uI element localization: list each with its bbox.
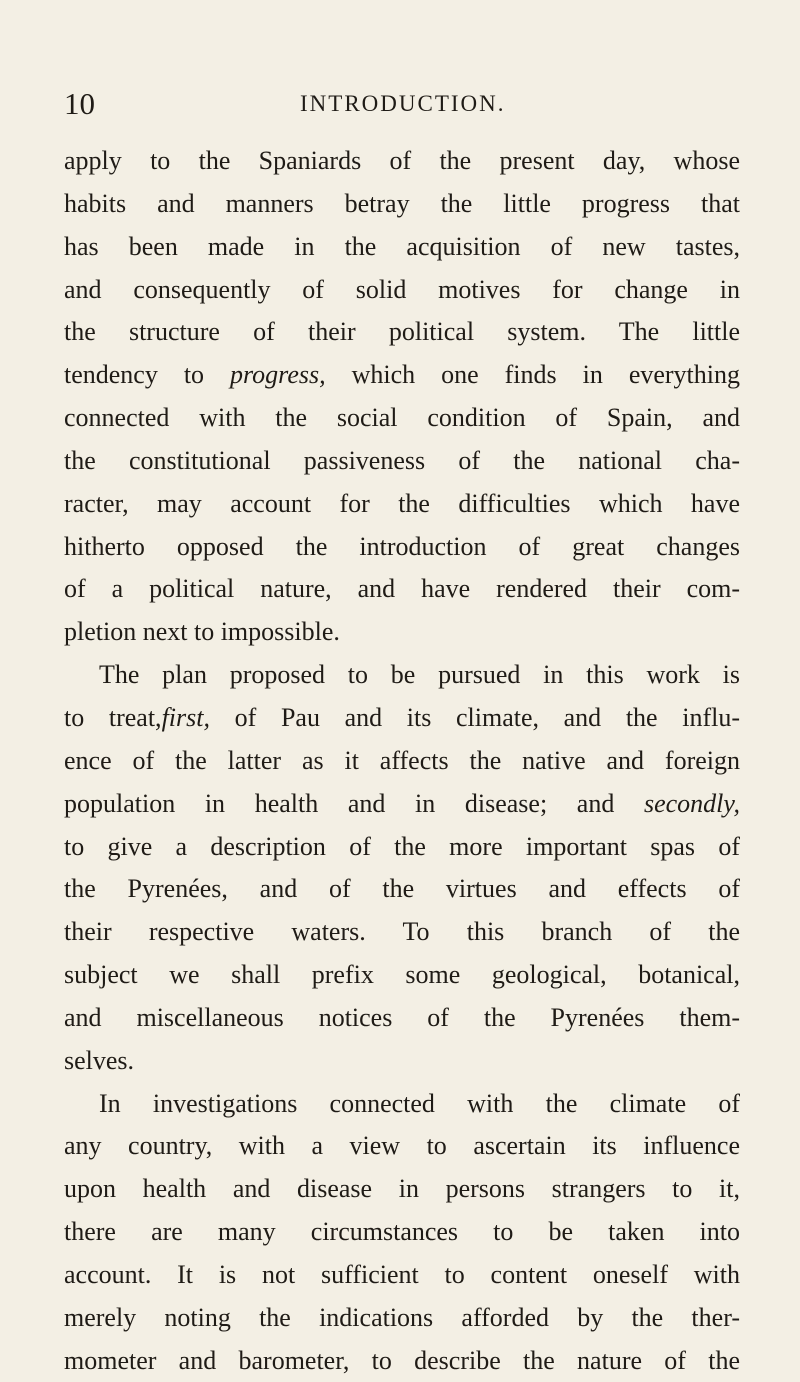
text-segment: to treat, xyxy=(64,702,162,732)
text-line: upon health and disease in persons strangers to it, xyxy=(64,1174,740,1204)
text-line: racter, may account for the difficulties which have xyxy=(64,488,740,518)
running-head: INTRODUCTION. xyxy=(300,91,506,116)
text-segment: population in health and in disease; and xyxy=(64,788,615,818)
text-line: In investigations connected with the climate of xyxy=(99,1088,740,1118)
text-line: any country, with a view to ascertain its influence xyxy=(64,1131,740,1161)
text-line: their respective waters. To this branch of the xyxy=(64,917,740,947)
text-line: connected with the social condition of Spain, and xyxy=(64,403,740,433)
text-line xyxy=(64,697,740,740)
emphasis-first: first, xyxy=(161,702,210,732)
emphasis-secondly: secondly, xyxy=(643,788,740,818)
text-line: merely noting the indications afforded by the ther- xyxy=(64,1302,740,1332)
text-line: the Pyrenées, and of the virtues and effects of xyxy=(64,874,740,904)
text-segment: of Pau and its climate, and the influ- xyxy=(234,702,740,732)
text-line xyxy=(64,354,740,397)
text-line: account. It is not sufficient to content oneself with xyxy=(64,1259,740,1289)
text-segment: which one finds in everything xyxy=(351,360,740,390)
text-line: ence of the latter as it affects the native and foreign xyxy=(64,745,740,775)
text-line: pletion next to impossible. xyxy=(64,617,340,647)
page-header xyxy=(0,84,800,124)
text-line: of a political nature, and have rendered their com- xyxy=(64,574,740,604)
text-line xyxy=(64,783,740,826)
text-line: selves. xyxy=(64,1045,135,1075)
text-line: apply to the Spaniards of the present day, whose xyxy=(64,146,740,175)
text-line: there are many circumstances to be taken into xyxy=(64,1217,740,1247)
text-line: to give a description of the more important spas of xyxy=(64,831,740,861)
emphasis-progress: progress, xyxy=(230,360,326,390)
text-line: habits and manners betray the little progress that xyxy=(64,188,740,218)
text-line: the structure of their political system. The little xyxy=(64,317,740,347)
page-number: 10 xyxy=(64,86,95,121)
text-line: and consequently of solid motives for change in xyxy=(64,274,740,304)
text-line: mometer and barometer, to describe the nature of the xyxy=(64,1345,740,1375)
text-line: hitherto opposed the introduction of great changes xyxy=(64,531,740,561)
text-line: subject we shall prefix some geological, botanical, xyxy=(64,960,740,990)
text-line: has been made in the acquisition of new tastes, xyxy=(64,231,740,261)
text-line: the constitutional passiveness of the national cha- xyxy=(64,445,740,475)
text-line: and miscellaneous notices of the Pyrenées them- xyxy=(64,1002,740,1032)
text-line: The plan proposed to be pursued in this work is xyxy=(99,660,740,690)
body-text xyxy=(64,140,740,1382)
text-segment: tendency to xyxy=(64,360,205,390)
